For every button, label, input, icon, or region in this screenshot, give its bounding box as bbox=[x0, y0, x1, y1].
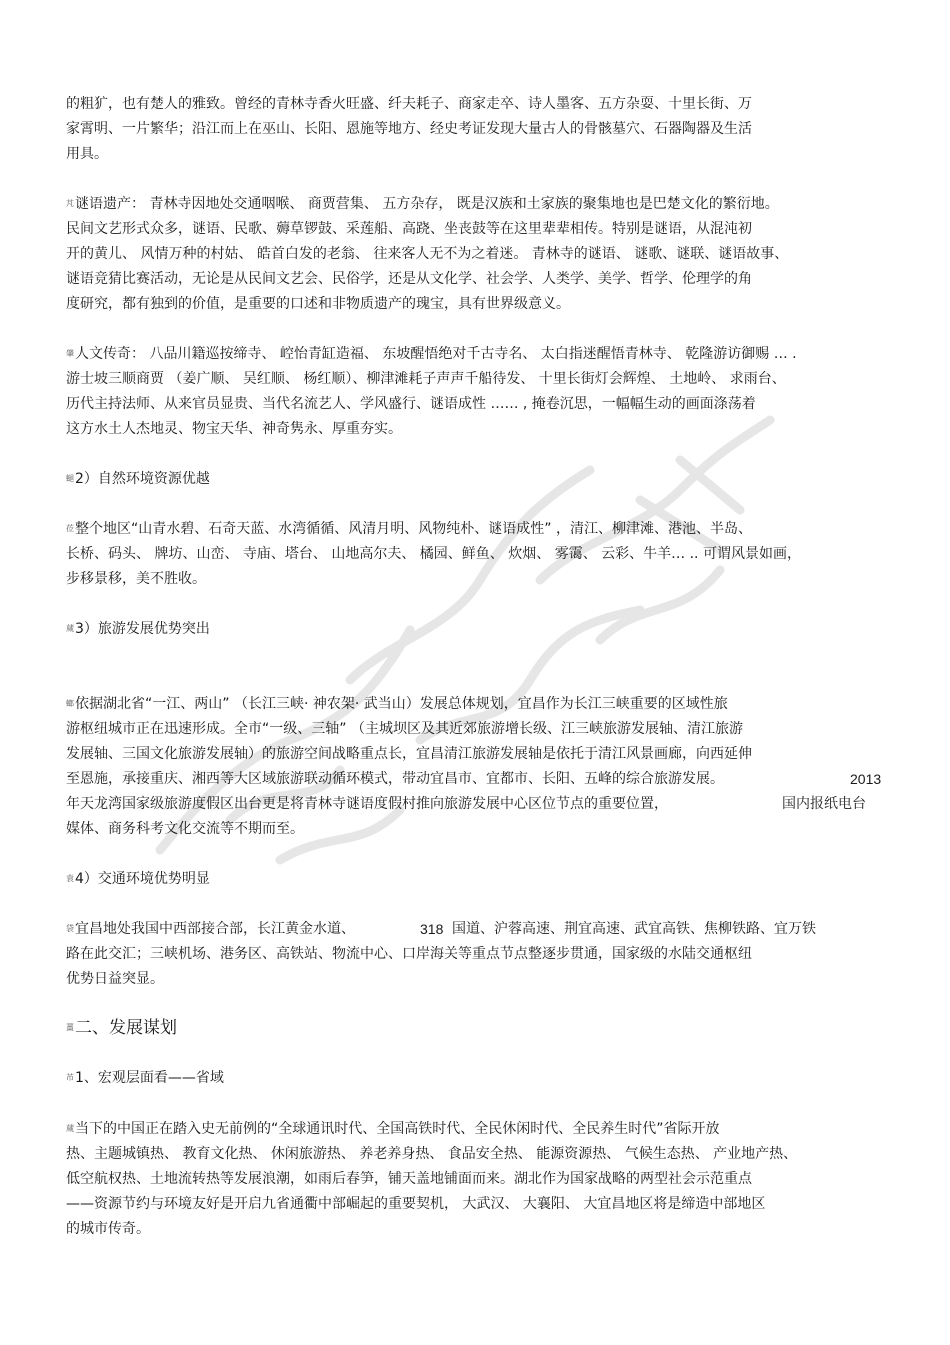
text-line: 国道、沪蓉高速、荆宜高速、武宜高铁、焦柳铁路、宜万铁 bbox=[452, 921, 816, 937]
paragraph-marker: 薑 bbox=[66, 1023, 74, 1032]
paragraph-marker: 袋 bbox=[66, 924, 74, 933]
text-line: 的城市传奇。 bbox=[66, 1221, 150, 1237]
text-line: ——资源节约与环境友好是开启九省通衢中部崛起的重要契机， 大武汉、 大襄阳、 大宜昌地区将是缔造中部地区 bbox=[66, 1196, 766, 1212]
heading-text: 1、宏观层面看——省域 bbox=[75, 1070, 224, 1086]
text-line: 民间文艺形式众多，谜语、民歌、薅草锣鼓、采莲船、高跷、坐丧鼓等在这里辈辈相传。特别是谜语，从混沌初 bbox=[66, 221, 752, 237]
paragraph-marker: 肇 bbox=[66, 349, 74, 358]
heading-text: 4）交通环境优势明显 bbox=[75, 871, 210, 887]
text-line bbox=[66, 346, 797, 362]
text-line: 游士坡三顺商贾 （姜广顺、 吴红顺、 杨红顺）、柳津滩耗子声声千船待发、 十里长街灯会辉煌、 土地岭、 求雨台、 bbox=[66, 371, 786, 387]
chapter-heading bbox=[66, 1018, 177, 1038]
paragraph-marker: 蒇 bbox=[66, 624, 74, 633]
text-segment: 谜语遗产： 青林寺因地处交通咽喉、 商贾营集、 五方杂存， 既是汉族和土家族的聚集地也是巴楚文化的繁衍地。 bbox=[75, 196, 779, 212]
paragraph-marker: 蒇 bbox=[66, 1124, 74, 1133]
text-line: 发展轴、三国文化旅游发展轴）的旅游空间战略重点长，宜昌清江旅游发展轴是依托于清江风景画廊，向西延伸 bbox=[66, 746, 752, 762]
paragraph-marker: 芃 bbox=[66, 199, 74, 208]
text-segment: 宜昌地处我国中西部接合部，长江黄金水道、 bbox=[75, 921, 355, 937]
text-line bbox=[66, 196, 779, 212]
section-heading bbox=[66, 621, 210, 637]
heading-text: 2）自然环境资源优越 bbox=[75, 471, 210, 487]
paragraph-marker: 螁 bbox=[66, 474, 74, 483]
text-line: 历代主持法师、从来官员显贵、当代名流艺人、学风盛行、谜语成性 …… , 掩卷沉思，一幅幅生动的画面涤荡着 bbox=[66, 396, 756, 412]
section-heading bbox=[66, 871, 210, 887]
text-line: 优势日益突显。 bbox=[66, 971, 164, 987]
text-line bbox=[66, 921, 355, 937]
heading-text: 二、发展谋划 bbox=[75, 1018, 177, 1038]
year-number: 2013 bbox=[850, 771, 882, 787]
paragraph-marker: 袁 bbox=[66, 874, 74, 883]
text-line: 年天龙湾国家级旅游度假区出台更是将青林寺谜语度假村推向旅游发展中心区位节点的重要位置， bbox=[66, 796, 668, 812]
text-line: 长桥、码头、 牌坊、山峦、 寺庙、塔台、 山地高尔夫、 橘园、鲜鱼、 炊烟、 雾霭、 云彩、牛羊… .. 可谓风景如画， bbox=[66, 546, 801, 562]
paragraph-marker: 螂 bbox=[66, 699, 74, 708]
text-line: 路在此交汇；三峡机场、港务区、高铁站、物流中心、口岸海关等重点节点整逐步贯通，国家级的水陆交通枢纽 bbox=[66, 946, 752, 962]
text-line bbox=[66, 521, 752, 537]
section-heading bbox=[66, 471, 210, 487]
text-line: 的粗犷，也有楚人的雅致。曾经的青林寺香火旺盛、纤夫耗子、商家走卒、诗人墨客、五方杂耍、十里长街、万 bbox=[66, 96, 752, 112]
text-segment: 人文传奇： 八品川籍巡按缔寺、 崆怡青缸造福、 东坡醒悟绝对千古寺名、 太白指迷醒悟青林寺、 乾隆游访御赐 … . bbox=[75, 346, 797, 362]
text-segment: 当下的中国正在踏入史无前例的“全球通讯时代、全国高铁时代、全民休闲时代、全民养生时代”省际开放 bbox=[75, 1121, 720, 1137]
text-segment: 依据湖北省“一江、两山” （长江三峡· 神农架· 武当山）发展总体规划，宜昌作为长江三峡重要的区域性旅 bbox=[75, 696, 728, 712]
text-line: 至恩施，承接重庆、湘西等大区域旅游联动循环模式，带动宜昌市、宜都市、长阳、五峰的综合旅游发展。 bbox=[66, 771, 724, 787]
section-heading bbox=[66, 1070, 224, 1086]
text-line bbox=[66, 696, 728, 712]
text-segment: 整个地区“山青水碧、石奇天蓝、水湾循循、风清月明、风物纯朴、谜语成性” ，清江、柳津滩、港池、半岛、 bbox=[75, 521, 752, 537]
paragraph-marker: 芇 bbox=[66, 1073, 74, 1082]
text-line: 度研究，都有独到的价值，是重要的口述和非物质遗产的瑰宝，具有世界级意义。 bbox=[66, 296, 570, 312]
text-line: 家霄明、一片繁华；沿江而上在巫山、长阳、恩施等地方、经史考证发现大量古人的骨骸墓穴、石器陶器及生活 bbox=[66, 121, 752, 137]
heading-text: 3）旅游发展优势突出 bbox=[75, 621, 210, 637]
text-line: 这方水土人杰地灵、物宝天华、神奇隽永、厚重夯实。 bbox=[66, 421, 402, 437]
text-line: 用具。 bbox=[66, 146, 108, 162]
text-line: 媒体、商务科考文化交流等不期而至。 bbox=[66, 821, 304, 837]
text-line: 国内报纸电台 bbox=[782, 796, 866, 812]
text-line: 谜语竞猜比赛活动，无论是从民间文艺会、民俗学，还是从文化学、社会学、人类学、美学、哲学、伦理学的角 bbox=[66, 271, 752, 287]
text-line: 游枢纽城市正在迅速形成。全市“一级、三轴” （主城坝区及其近郊旅游增长级、江三峡旅游发展轴、清江旅游 bbox=[66, 721, 743, 737]
text-line: 步移景移，美不胜收。 bbox=[66, 571, 206, 587]
paragraph-marker: 莅 bbox=[66, 524, 74, 533]
text-line: 热、主题城镇热、 教育文化热、 休闲旅游热、 养老养身热、 食品安全热、 能源资源热、 气候生态热、 产业地产热、 bbox=[66, 1146, 798, 1162]
text-line: 开的黄儿、 风情万种的村姑、 皓首白发的老翁、 往来客人无不为之着迷。 青林寺的谜语、 谜歌、谜联、谜语故事、 bbox=[66, 246, 789, 262]
text-line: 低空航权热、土地流转热等发展浪潮，如雨后春笋，铺天盖地铺面而来。湖北作为国家战略的两型社会示范重点 bbox=[66, 1171, 752, 1187]
road-number: 318 bbox=[420, 921, 444, 937]
text-line bbox=[66, 1121, 720, 1137]
